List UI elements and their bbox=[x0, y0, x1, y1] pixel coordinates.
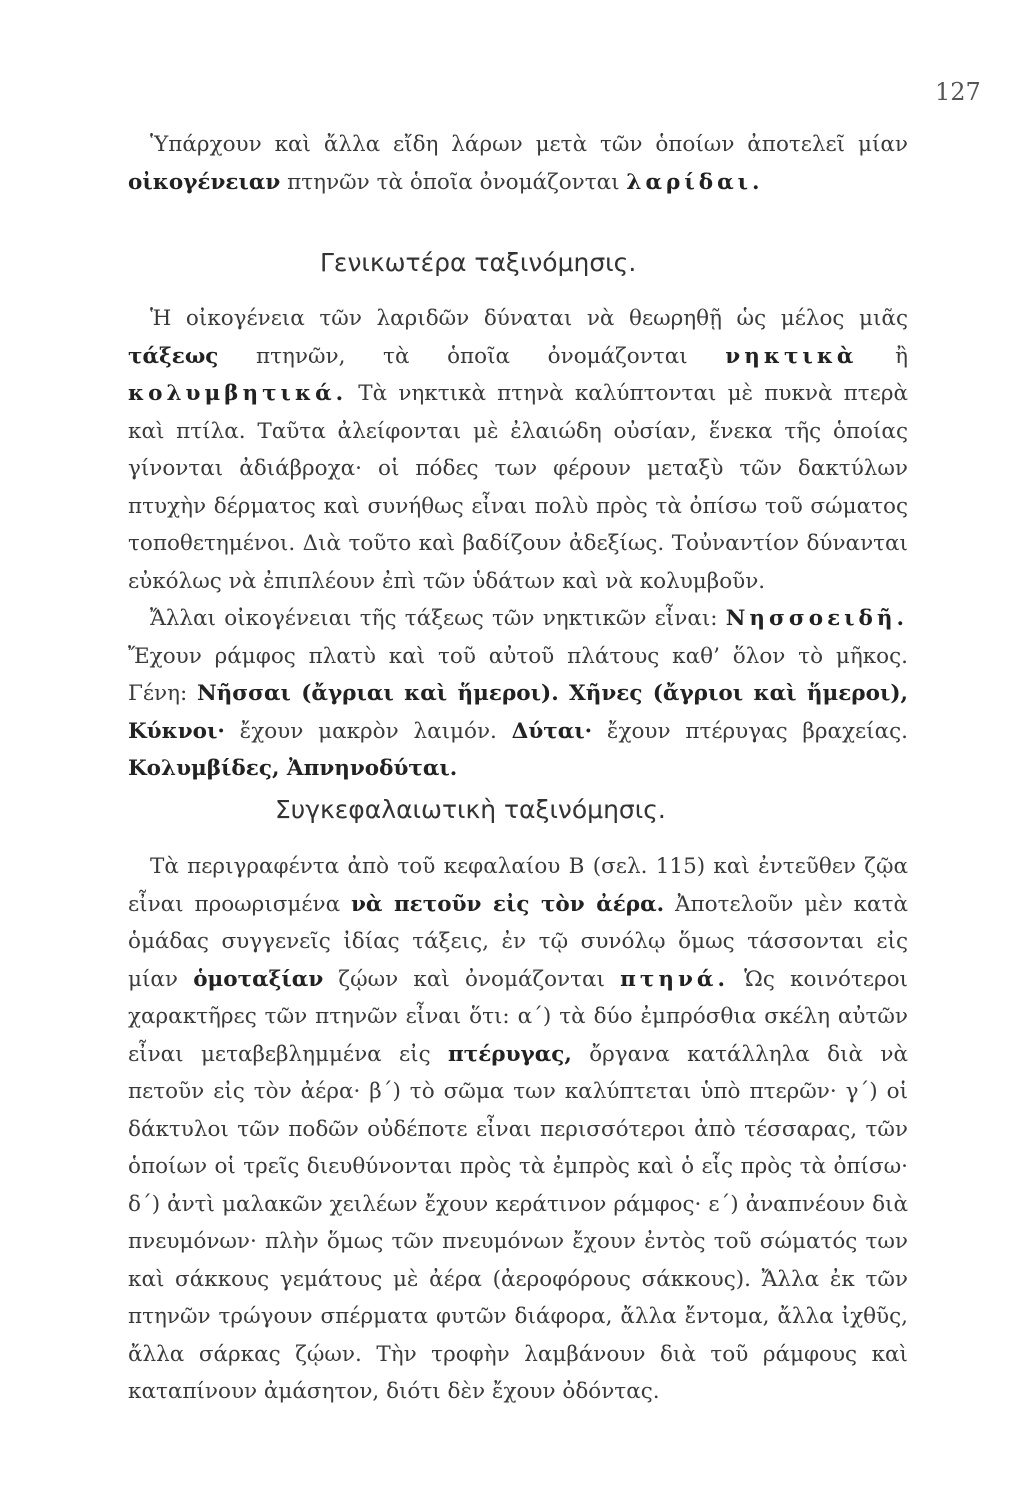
bold-term: ὁμοταξίαν bbox=[193, 966, 324, 992]
spaced-term: Νησσοειδῆ. bbox=[725, 606, 908, 631]
paragraph-swimming-birds bbox=[128, 300, 908, 788]
section-heading-summary: Συγκεφαλαιωτικὴ ταξινόμησις. bbox=[275, 795, 666, 824]
paragraph-larids bbox=[128, 126, 908, 201]
bold-term: πτέρυγας, bbox=[448, 1041, 572, 1067]
text: Ἄλλαι οἰκογένειαι τῆς τάξεως τῶν νηκτικῶν εἶναι: bbox=[150, 606, 726, 631]
text: πτηνῶν, τὰ ὁποῖα ὀνομάζονται bbox=[218, 343, 726, 369]
text: Ἀποτελοῦν μὲν κατὰ ὁμάδας συγγενεῖς ἰδίας τάξεις, ἐν τῷ συνόλῳ ὅμως τάσσονται εἰς μίαν bbox=[128, 891, 908, 992]
text: ὄργανα κατάλληλα διὰ νὰ πετοῦν εἰς τὸν ἀέρα· β΄) τὸ σῶμα των καλύπτεται ὑπὸ πτερῶν· γ΄) οἱ δάκτυλοι τῶν ποδῶν οὐδέποτε εἶναι περισσότεροι ἀπὸ τέσσαρας, τῶν ὁποίων οἱ τρεῖς διευθύνονται πρὸς τὰ ἐμπρὸς καὶ ὁ εἷς πρὸς τὰ ὀπίσω· δ΄) ἀντὶ μαλακῶν χειλέων ἔχουν κεράτινον ράμφος· ε΄) ἀναπνέουν διὰ πνευμόνων· πλὴν ὅμως τῶν πνευμόνων ἔχουν ἐντὸς τοῦ σώματός των καὶ σάκκους γεμάτους μὲ ἀέρα (ἀεροφόρους σάκκους). Ἄλλα ἐκ τῶν πτηνῶν τρώγουν σπέρματα φυτῶν διάφορα, ἄλλα ἔντομα, ἄλλα ἰχθῦς, ἄλλα σάρκας ζῴων. Τὴν τροφὴν λαμβάνουν διὰ τοῦ ράμφους καὶ καταπίνουν ἀμάσητον, διότι δὲν ἔχουν ὀδόντας. bbox=[128, 1041, 909, 1404]
spaced-term: λαρίδαι. bbox=[626, 169, 764, 195]
text: πτηνῶν τὰ ὁποῖα ὀνομάζονται bbox=[280, 169, 627, 195]
bold-term: οἰκογένειαν bbox=[128, 169, 281, 195]
text: ἔχουν πτέρυγας βραχείας. bbox=[592, 718, 909, 744]
spaced-term: κολυμβητικά. bbox=[128, 381, 348, 406]
page-number: 127 bbox=[935, 78, 981, 106]
paragraph-bird-characteristics bbox=[128, 848, 908, 1411]
bold-term: νὰ πετοῦν εἰς τὸν ἀέρα. bbox=[350, 891, 665, 917]
bold-term: τάξεως bbox=[128, 343, 219, 369]
spaced-term: πτηνά. bbox=[620, 966, 729, 992]
text: ζῴων καὶ ὀνομάζονται bbox=[323, 966, 621, 992]
text: Τὰ νηκτικὰ πτηνὰ καλύπτονται μὲ πυκνὰ πτερὰ καὶ πτίλα. Ταῦτα ἀλείφονται μὲ ἐλαιώδη οὐσίαν, ἕνεκα τῆς ὁποίας γίνονται ἀδιάβροχα· οἱ πόδες των φέρουν μεταξὺ τῶν δακτύλων πτυχὴν δέρματος καὶ συνήθως εἶναι πολὺ πρὸς τὰ ὀπίσω τοῦ σώματος τοποθετημένοι. Διὰ τοῦτο καὶ βαδίζουν ἀδεξίως. Τοὐναντίον δύνανται εὐκόλως νὰ ἐπιπλέουν ἐπὶ τῶν ὑδάτων καὶ νὰ κολυμβοῦν. bbox=[128, 381, 908, 594]
bold-term: Κολυμβίδες, Ἀπνηνοδύται. bbox=[128, 756, 458, 781]
text: ἢ bbox=[857, 343, 908, 369]
text: ἔχουν μακρὸν λαιμόν. bbox=[224, 718, 512, 744]
text: Ὡς κοινότεροι χαρακτῆρες τῶν πτηνῶν εἶναι ὅτι: α΄) τὰ δύο ἐμπρόσθια σκέλη αὐτῶν εἶναι μεταβεβλημμένα εἰς bbox=[128, 966, 908, 1067]
text: Τὰ περιγραφέντα ἀπὸ τοῦ κεφαλαίου Β (σελ. 115) καὶ ἐντεῦθεν ζῷα εἶναι προωρισμένα bbox=[128, 854, 908, 917]
spaced-term: νηκτικὰ bbox=[725, 343, 858, 369]
text: Ἡ οἰκογένεια τῶν λαριδῶν δύναται νὰ θεωρηθῇ ὡς μέλος μιᾶς bbox=[150, 306, 908, 331]
text: Ἔχουν ράμφος πλατὺ καὶ τοῦ αὐτοῦ πλάτους καθ’ ὅλον τὸ μῆκος. Γένη: bbox=[128, 643, 908, 706]
bold-term: Νῆσσαι (ἄγριαι καὶ ἥμεροι). Χῆνες (ἄγριοι καὶ ἥμεροι), Κύκνοι· bbox=[128, 681, 908, 744]
text: Ὑπάρχουν καὶ ἄλλα εἴδη λάρων μετὰ τῶν ὁποίων ἀποτελεῖ μίαν bbox=[150, 132, 908, 157]
bold-term: Δύται· bbox=[511, 718, 593, 744]
section-heading-general: Γενικωτέρα ταξινόμησις. bbox=[320, 248, 637, 277]
